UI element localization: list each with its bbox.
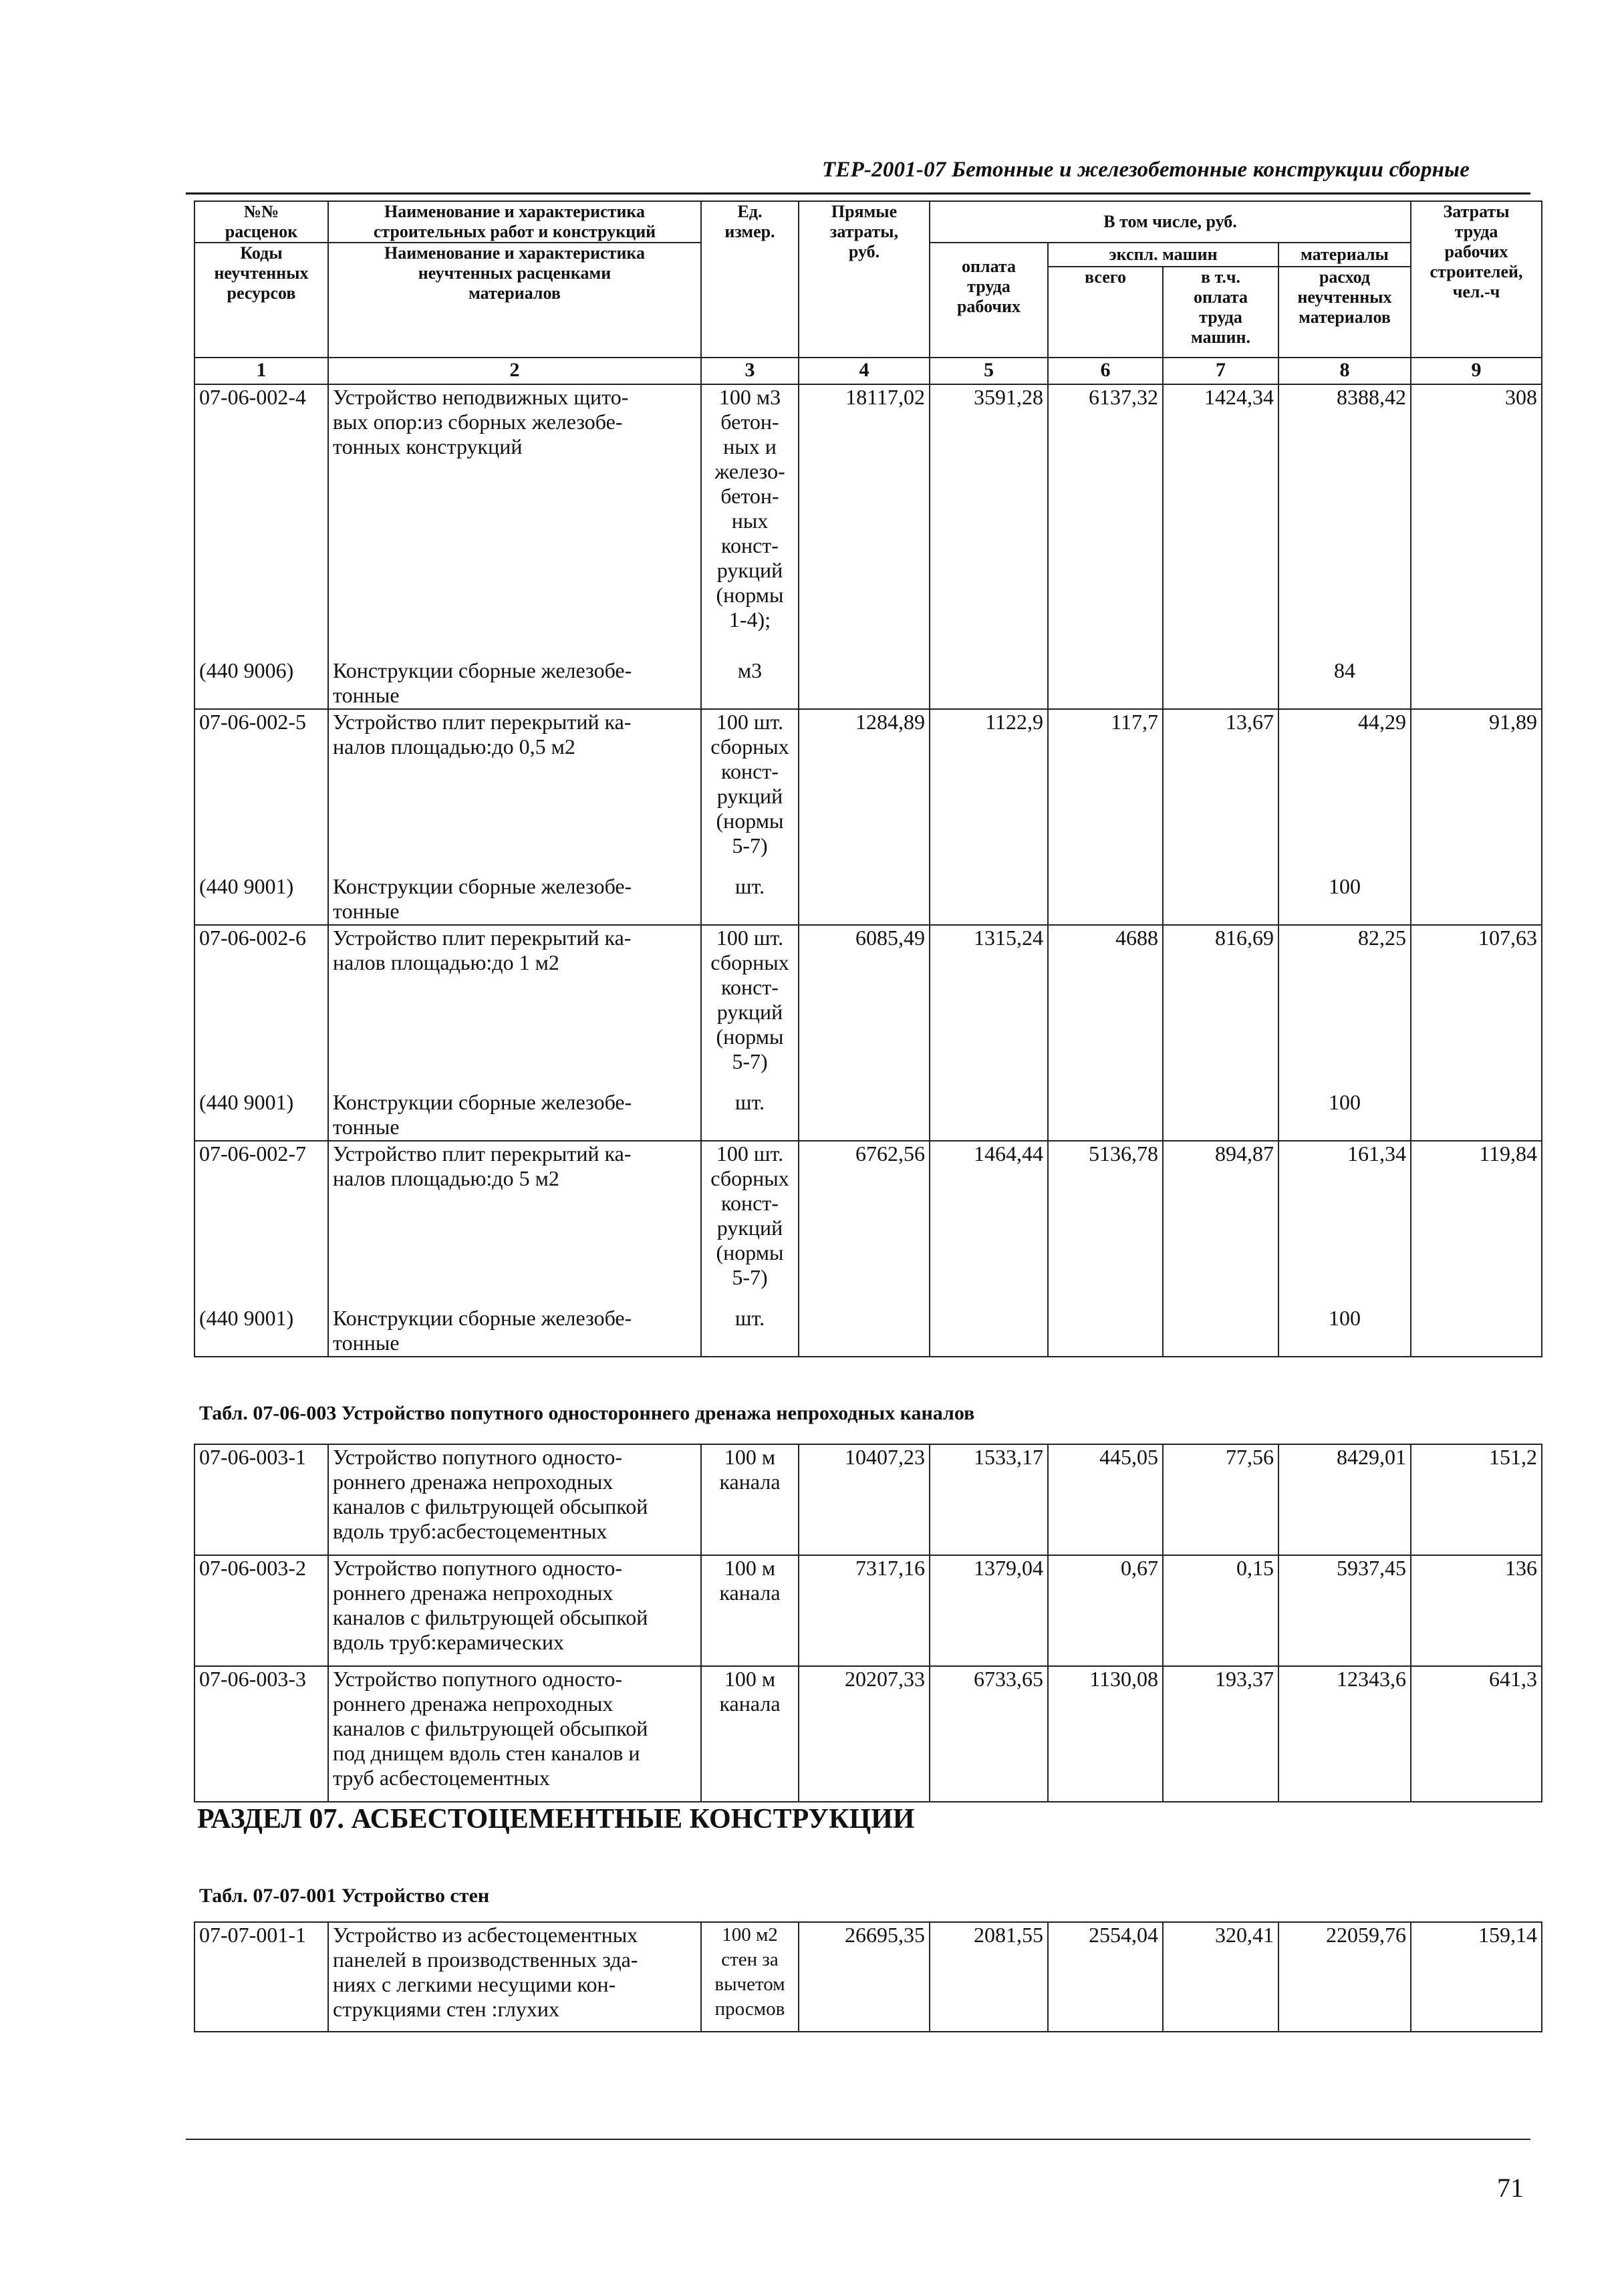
machine-wages: 320,41 — [1163, 1922, 1278, 2032]
direct-costs: 10407,23 — [799, 1444, 930, 1555]
materials: 8388,42 — [1278, 384, 1411, 658]
col-number: 3 — [701, 358, 799, 384]
col-number: 7 — [1163, 358, 1278, 384]
header-wages: оплата труда рабочих — [930, 243, 1048, 358]
resource-quantity: 100 — [1278, 1090, 1411, 1141]
rate-name: Устройство плит перекрытий ка- налов площадью:до 0,5 м2 — [328, 709, 701, 874]
machines-total: 0,67 — [1048, 1555, 1163, 1666]
rates-table-a — [194, 200, 1542, 1357]
rate-code: 07-06-002-5 — [194, 709, 328, 874]
rate-unit: 100 шт. сборных конст- рукций (нормы 5-7) — [701, 709, 799, 874]
section-title: РАЗДЕЛ 07. АСБЕСТОЦЕМЕНТНЫЕ КОНСТРУКЦИИ — [197, 1804, 915, 1835]
machine-wages: 1424,34 — [1163, 384, 1278, 658]
col-number: 8 — [1278, 358, 1411, 384]
wages: 2081,55 — [930, 1922, 1048, 2032]
resource-unit: шт. — [701, 1090, 799, 1141]
rate-code: 07-06-002-6 — [194, 925, 328, 1090]
materials: 5937,45 — [1278, 1555, 1411, 1666]
header-name-top: Наименование и характеристика строительных работ и конструкций — [328, 201, 701, 243]
rate-code: 07-06-003-2 — [194, 1555, 328, 1666]
rate-code: 07-06-003-3 — [194, 1666, 328, 1802]
header-materials: материалы — [1278, 243, 1411, 267]
col-number: 6 — [1048, 358, 1163, 384]
rate-name: Устройство попутного односто- роннего дренажа непроходных каналов с фильтрующей обсыпкой вдоль труб:асбестоцементных — [328, 1444, 701, 1555]
direct-costs: 6762,56 — [799, 1141, 930, 1306]
rate-unit: 100 м2 стен за вычетом просмов — [701, 1922, 799, 2032]
labor-costs: 119,84 — [1411, 1141, 1542, 1306]
direct-costs: 26695,35 — [799, 1922, 930, 2032]
machine-wages: 0,15 — [1163, 1555, 1278, 1666]
rate-name: Устройство из асбестоцементных панелей в производственных зда- ниях с легкими несущими кон- струкциями стен :глухих — [328, 1922, 701, 2032]
machines-total: 6137,32 — [1048, 384, 1163, 658]
direct-costs: 20207,33 — [799, 1666, 930, 1802]
table-title: Табл. 07-06-003 Устройство попутного одностороннего дренажа непроходных каналов — [199, 1402, 975, 1424]
machines-total: 117,7 — [1048, 709, 1163, 874]
labor-costs: 107,63 — [1411, 925, 1542, 1090]
header-direct-costs: Прямые затраты, руб. — [799, 201, 930, 358]
resource-name: Конструкции сборные железобе- тонные — [328, 874, 701, 925]
resource-name: Конструкции сборные железобе- тонные — [328, 658, 701, 709]
rate-name: Устройство плит перекрытий ка- налов площадью:до 5 м2 — [328, 1141, 701, 1306]
col-number: 5 — [930, 358, 1048, 384]
machine-wages: 894,87 — [1163, 1141, 1278, 1306]
col-number: 9 — [1411, 358, 1542, 384]
resource-quantity: 84 — [1278, 658, 1411, 709]
machines-total: 5136,78 — [1048, 1141, 1163, 1306]
materials: 12343,6 — [1278, 1666, 1411, 1802]
rate-name: Устройство попутного односто- роннего дренажа непроходных каналов с фильтрующей обсыпкой под днищем вдоль стен каналов и труб асбестоцементных — [328, 1666, 701, 1802]
resource-name: Конструкции сборные железобе- тонные — [328, 1306, 701, 1357]
header-unaccounted-materials: расход неучтенных материалов — [1278, 267, 1411, 358]
machines-total: 2554,04 — [1048, 1922, 1163, 2032]
resource-code: (440 9006) — [194, 658, 328, 709]
machines-total: 1130,08 — [1048, 1666, 1163, 1802]
labor-costs: 91,89 — [1411, 709, 1542, 874]
resource-code: (440 9001) — [194, 874, 328, 925]
header-code-top: №№ расценок — [194, 201, 328, 243]
labor-costs: 151,2 — [1411, 1444, 1542, 1555]
resource-unit: шт. — [701, 874, 799, 925]
rates-table-b — [194, 1444, 1542, 1802]
rate-unit: 100 м канала — [701, 1555, 799, 1666]
machine-wages: 13,67 — [1163, 709, 1278, 874]
machines-total: 4688 — [1048, 925, 1163, 1090]
header-unit: Ед. измер. — [701, 201, 799, 358]
direct-costs: 6085,49 — [799, 925, 930, 1090]
resource-code: (440 9001) — [194, 1306, 328, 1357]
machine-wages: 816,69 — [1163, 925, 1278, 1090]
resource-quantity: 100 — [1278, 874, 1411, 925]
wages: 1122,9 — [930, 709, 1048, 874]
wages: 1464,44 — [930, 1141, 1048, 1306]
header-code-bottom: Коды неучтенных ресурсов — [194, 243, 328, 358]
materials: 8429,01 — [1278, 1444, 1411, 1555]
header-machine-wages: в т.ч. оплата труда машин. — [1163, 267, 1278, 358]
rate-name: Устройство попутного односто- роннего дренажа непроходных каналов с фильтрующей обсыпкой вдоль труб:керамических — [328, 1555, 701, 1666]
rate-code: 07-06-002-7 — [194, 1141, 328, 1306]
wages: 1533,17 — [930, 1444, 1048, 1555]
running-title: ТЕР-2001-07 Бетонные и железобетонные конструкции сборные — [822, 158, 1470, 182]
direct-costs: 18117,02 — [799, 384, 930, 658]
resource-unit: м3 — [701, 658, 799, 709]
labor-costs: 136 — [1411, 1555, 1542, 1666]
header-rule — [186, 192, 1530, 194]
materials: 22059,76 — [1278, 1922, 1411, 2032]
header-group: В том числе, руб. — [930, 201, 1411, 243]
col-number: 2 — [328, 358, 701, 384]
resource-unit: шт. — [701, 1306, 799, 1357]
header-machines-total: всего — [1048, 267, 1163, 358]
rate-code: 07-07-001-1 — [194, 1922, 328, 2032]
machine-wages: 193,37 — [1163, 1666, 1278, 1802]
rate-code: 07-06-002-4 — [194, 384, 328, 658]
machine-wages: 77,56 — [1163, 1444, 1278, 1555]
header-labor-costs: Затраты труда рабочих строителей, чел.-ч — [1411, 201, 1542, 358]
labor-costs: 159,14 — [1411, 1922, 1542, 2032]
rate-name: Устройство плит перекрытий ка- налов площадью:до 1 м2 — [328, 925, 701, 1090]
labor-costs: 641,3 — [1411, 1666, 1542, 1802]
wages: 1315,24 — [930, 925, 1048, 1090]
materials: 161,34 — [1278, 1141, 1411, 1306]
resource-name: Конструкции сборные железобе- тонные — [328, 1090, 701, 1141]
rate-unit: 100 шт. сборных конст- рукций (нормы 5-7) — [701, 925, 799, 1090]
header-name-bottom: Наименование и характеристика неучтенных расценками материалов — [328, 243, 701, 358]
page-number: 71 — [1497, 2173, 1524, 2203]
rate-code: 07-06-003-1 — [194, 1444, 328, 1555]
wages: 1379,04 — [930, 1555, 1048, 1666]
resource-quantity: 100 — [1278, 1306, 1411, 1357]
wages: 6733,65 — [930, 1666, 1048, 1802]
footer-rule — [186, 2139, 1530, 2140]
direct-costs: 7317,16 — [799, 1555, 930, 1666]
header-machines: экспл. машин — [1048, 243, 1278, 267]
labor-costs: 308 — [1411, 384, 1542, 658]
col-number: 4 — [799, 358, 930, 384]
rate-unit: 100 м канала — [701, 1666, 799, 1802]
machines-total: 445,05 — [1048, 1444, 1163, 1555]
rate-unit: 100 м3 бетон- ных и железо- бетон- ных конст- рукций (нормы 1-4); — [701, 384, 799, 658]
col-number: 1 — [194, 358, 328, 384]
resource-code: (440 9001) — [194, 1090, 328, 1141]
rate-name: Устройство неподвижных щито- вых опор:из сборных железобе- тонных конструкций — [328, 384, 701, 658]
rate-unit: 100 м канала — [701, 1444, 799, 1555]
rate-unit: 100 шт. сборных конст- рукций (нормы 5-7) — [701, 1141, 799, 1306]
materials: 44,29 — [1278, 709, 1411, 874]
direct-costs: 1284,89 — [799, 709, 930, 874]
wages: 3591,28 — [930, 384, 1048, 658]
table-title: Табл. 07-07-001 Устройство стен — [199, 1885, 490, 1907]
rates-table-c — [194, 1921, 1542, 2032]
materials: 82,25 — [1278, 925, 1411, 1090]
